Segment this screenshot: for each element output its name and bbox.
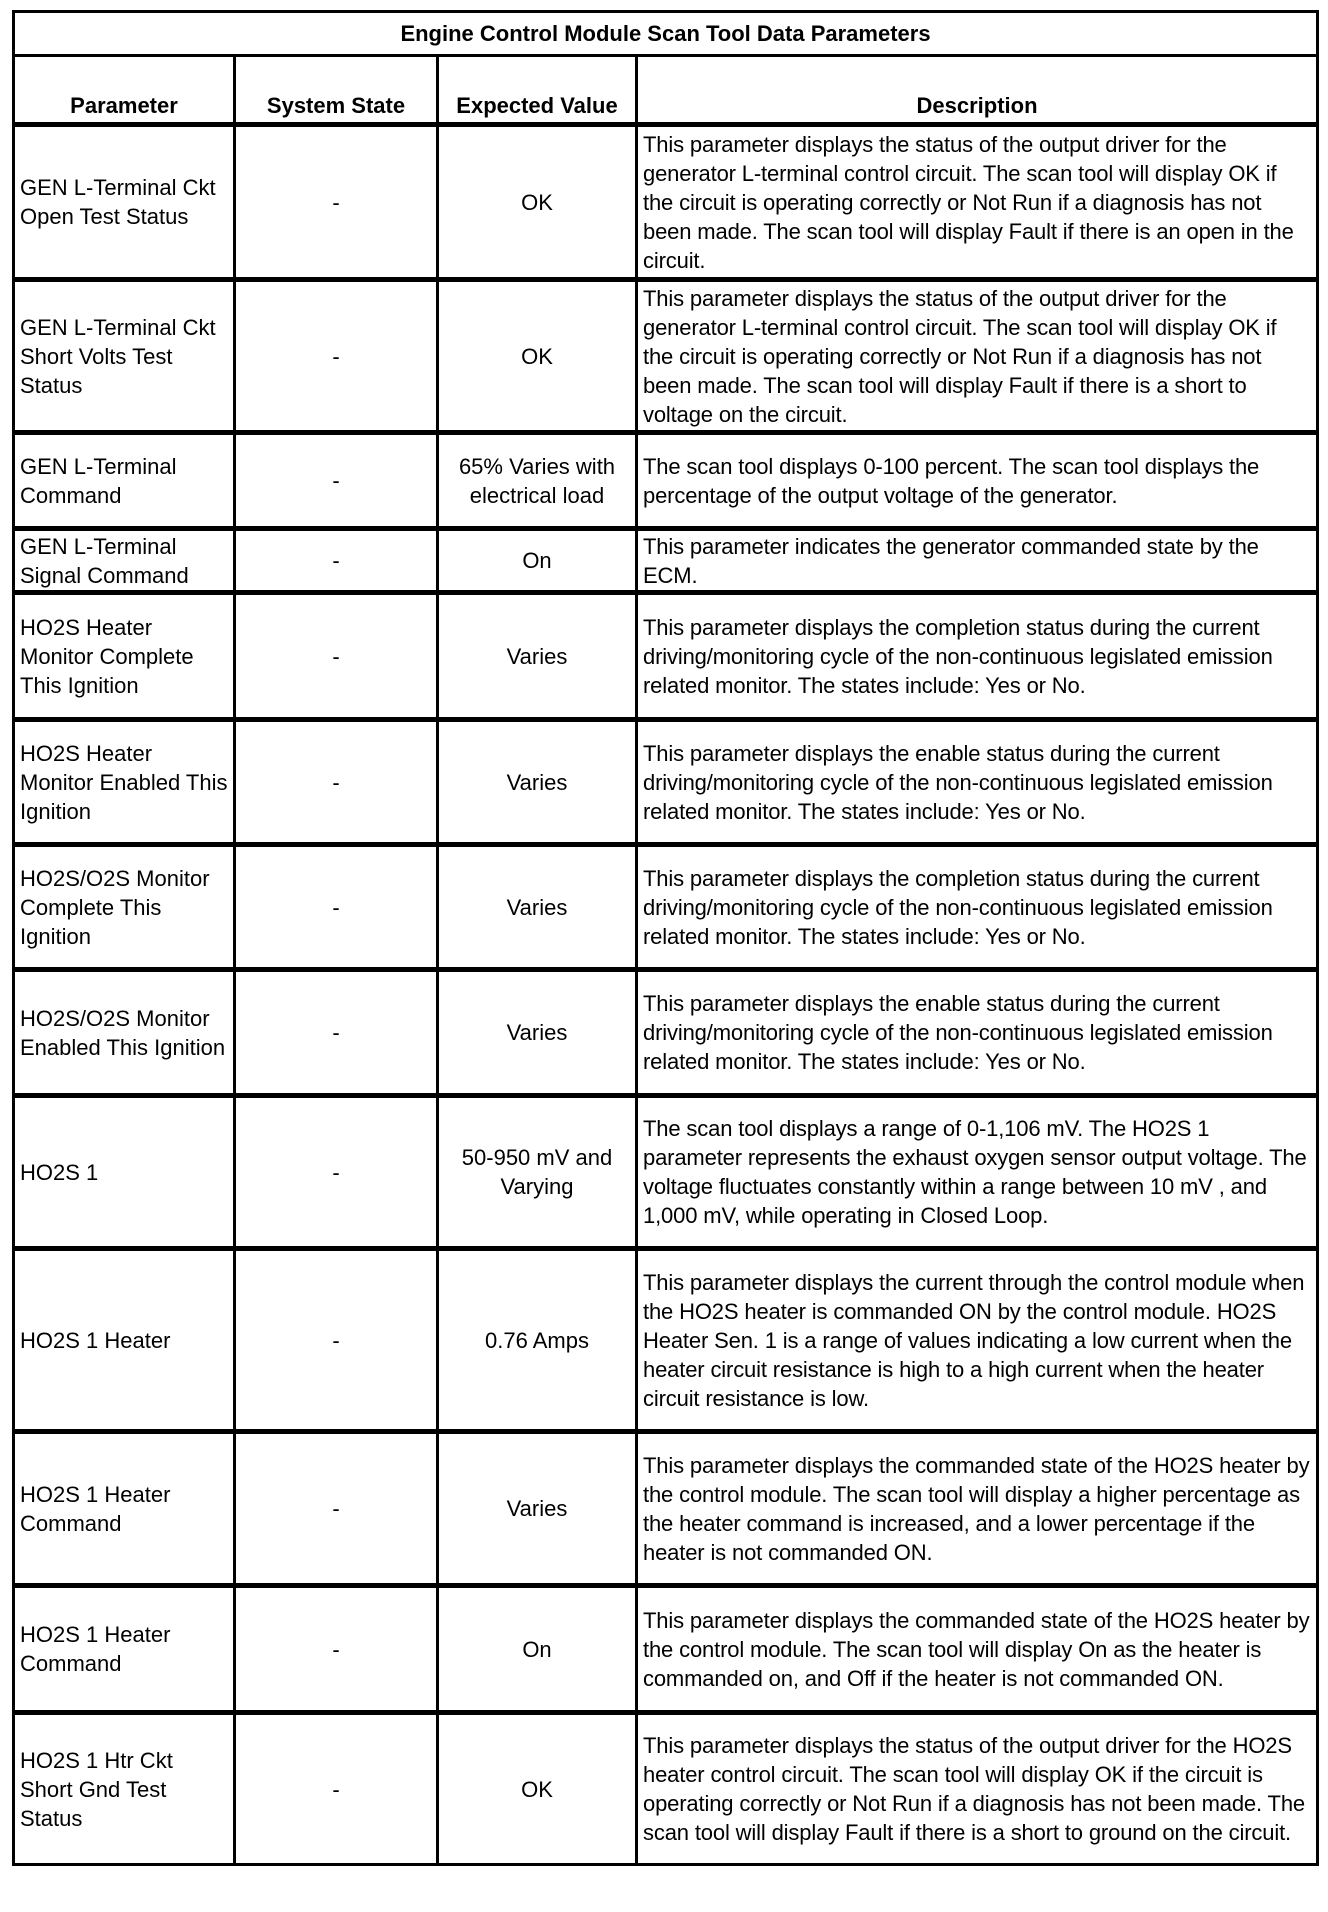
description-cell: This parameter displays the status of the output driver for the generator L-terminal control circuit. The scan tool will display OK if the circuit is operating correctly or Not Run if a diagnosis has not been made. The scan tool will display Fault if there is an open in the circuit. <box>637 125 1318 280</box>
system-state-cell: - <box>235 1432 438 1586</box>
expected-value-cell: Varies <box>438 593 637 720</box>
header-expected-value: Expected Value <box>438 56 637 125</box>
expected-value-cell: Varies <box>438 970 637 1096</box>
table-row <box>14 1096 1318 1249</box>
parameter-cell: HO2S Heater Monitor Complete This Ignition <box>14 593 235 720</box>
description-cell: This parameter displays the current through the control module when the HO2S heater is commanded ON by the control module. HO2S Heater Sen. 1 is a range of values indicating a low current when the heater circuit resistance is high to a high current when the heater circuit resistance is low. <box>637 1249 1318 1432</box>
description-cell: This parameter displays the completion status during the current driving/monitoring cycle of the non-continuous legislated emission related monitor. The states include: Yes or No. <box>637 593 1318 720</box>
expected-value-cell: Varies <box>438 1432 637 1586</box>
system-state-cell: - <box>235 529 438 593</box>
description-cell: This parameter indicates the generator commanded state by the ECM. <box>637 529 1318 593</box>
system-state-cell: - <box>235 1096 438 1249</box>
system-state-cell: - <box>235 970 438 1096</box>
table-row <box>14 433 1318 529</box>
parameter-cell: HO2S 1 Htr Ckt Short Gnd Test Status <box>14 1713 235 1865</box>
system-state-cell: - <box>235 1713 438 1865</box>
table-row <box>14 1713 1318 1865</box>
description-cell: The scan tool displays 0-100 percent. The scan tool displays the percentage of the output voltage of the generator. <box>637 433 1318 529</box>
system-state-cell: - <box>235 1586 438 1713</box>
table-row <box>14 1432 1318 1586</box>
system-state-cell: - <box>235 1249 438 1432</box>
description-cell: This parameter displays the enable status during the current driving/monitoring cycle of the non-continuous legislated emission related monitor. The states include: Yes or No. <box>637 970 1318 1096</box>
expected-value-cell: OK <box>438 1713 637 1865</box>
parameter-cell: HO2S 1 Heater <box>14 1249 235 1432</box>
description-cell: This parameter displays the enable status during the current driving/monitoring cycle of the non-continuous legislated emission related monitor. The states include: Yes or No. <box>637 720 1318 845</box>
expected-value-cell: 50-950 mV and Varying <box>438 1096 637 1249</box>
parameter-cell: GEN L-Terminal Ckt Open Test Status <box>14 125 235 280</box>
system-state-cell: - <box>235 720 438 845</box>
description-cell: This parameter displays the commanded state of the HO2S heater by the control module. The scan tool will display a higher percentage as the heater command is increased, and a lower percentage if the heater is not commanded ON. <box>637 1432 1318 1586</box>
parameter-cell: HO2S/O2S Monitor Enabled This Ignition <box>14 970 235 1096</box>
system-state-cell: - <box>235 433 438 529</box>
parameter-cell: HO2S/O2S Monitor Complete This Ignition <box>14 845 235 970</box>
system-state-cell: - <box>235 845 438 970</box>
parameter-cell: HO2S Heater Monitor Enabled This Ignition <box>14 720 235 845</box>
parameter-cell: GEN L-Terminal Ckt Short Volts Test Status <box>14 280 235 433</box>
table-row <box>14 1586 1318 1713</box>
description-cell: The scan tool displays a range of 0-1,106 mV. The HO2S 1 parameter represents the exhaust oxygen sensor output voltage. The voltage fluctuates constantly within a range between 10 mV , and 1,000 mV, while operating in Closed Loop. <box>637 1096 1318 1249</box>
table-row <box>14 280 1318 433</box>
expected-value-cell: OK <box>438 280 637 433</box>
table-row <box>14 1249 1318 1432</box>
expected-value-cell: 65% Varies with electrical load <box>438 433 637 529</box>
expected-value-cell: Varies <box>438 720 637 845</box>
expected-value-cell: On <box>438 1586 637 1713</box>
expected-value-cell: 0.76 Amps <box>438 1249 637 1432</box>
parameter-cell: HO2S 1 Heater Command <box>14 1586 235 1713</box>
table-row <box>14 125 1318 280</box>
scan-tool-data-table <box>12 10 1319 1866</box>
parameter-cell: HO2S 1 <box>14 1096 235 1249</box>
description-cell: This parameter displays the status of the output driver for the generator L-terminal control circuit. The scan tool will display OK if the circuit is operating correctly or Not Run if a diagnosis has not been made. The scan tool will display Fault if there is a short to voltage on the circuit. <box>637 280 1318 433</box>
parameter-cell: GEN L-Terminal Command <box>14 433 235 529</box>
table-row <box>14 720 1318 845</box>
expected-value-cell: Varies <box>438 845 637 970</box>
system-state-cell: - <box>235 280 438 433</box>
parameter-cell: HO2S 1 Heater Command <box>14 1432 235 1586</box>
system-state-cell: - <box>235 125 438 280</box>
table-row <box>14 529 1318 593</box>
header-description: Description <box>637 56 1318 125</box>
table-title: Engine Control Module Scan Tool Data Parameters <box>14 12 1318 56</box>
parameter-cell: GEN L-Terminal Signal Command <box>14 529 235 593</box>
system-state-cell: - <box>235 593 438 720</box>
header-parameter: Parameter <box>14 56 235 125</box>
description-cell: This parameter displays the completion status during the current driving/monitoring cycle of the non-continuous legislated emission related monitor. The states include: Yes or No. <box>637 845 1318 970</box>
table-row <box>14 593 1318 720</box>
header-system-state: System State <box>235 56 438 125</box>
table-row <box>14 970 1318 1096</box>
table-row <box>14 845 1318 970</box>
expected-value-cell: On <box>438 529 637 593</box>
description-cell: This parameter displays the commanded state of the HO2S heater by the control module. The scan tool will display On as the heater is commanded on, and Off if the heater is not commanded ON. <box>637 1586 1318 1713</box>
expected-value-cell: OK <box>438 125 637 280</box>
description-cell: This parameter displays the status of the output driver for the HO2S heater control circuit. The scan tool will display OK if the circuit is operating correctly or Not Run if a diagnosis has not been made. The scan tool will display Fault if there is a short to ground on the circuit. <box>637 1713 1318 1865</box>
